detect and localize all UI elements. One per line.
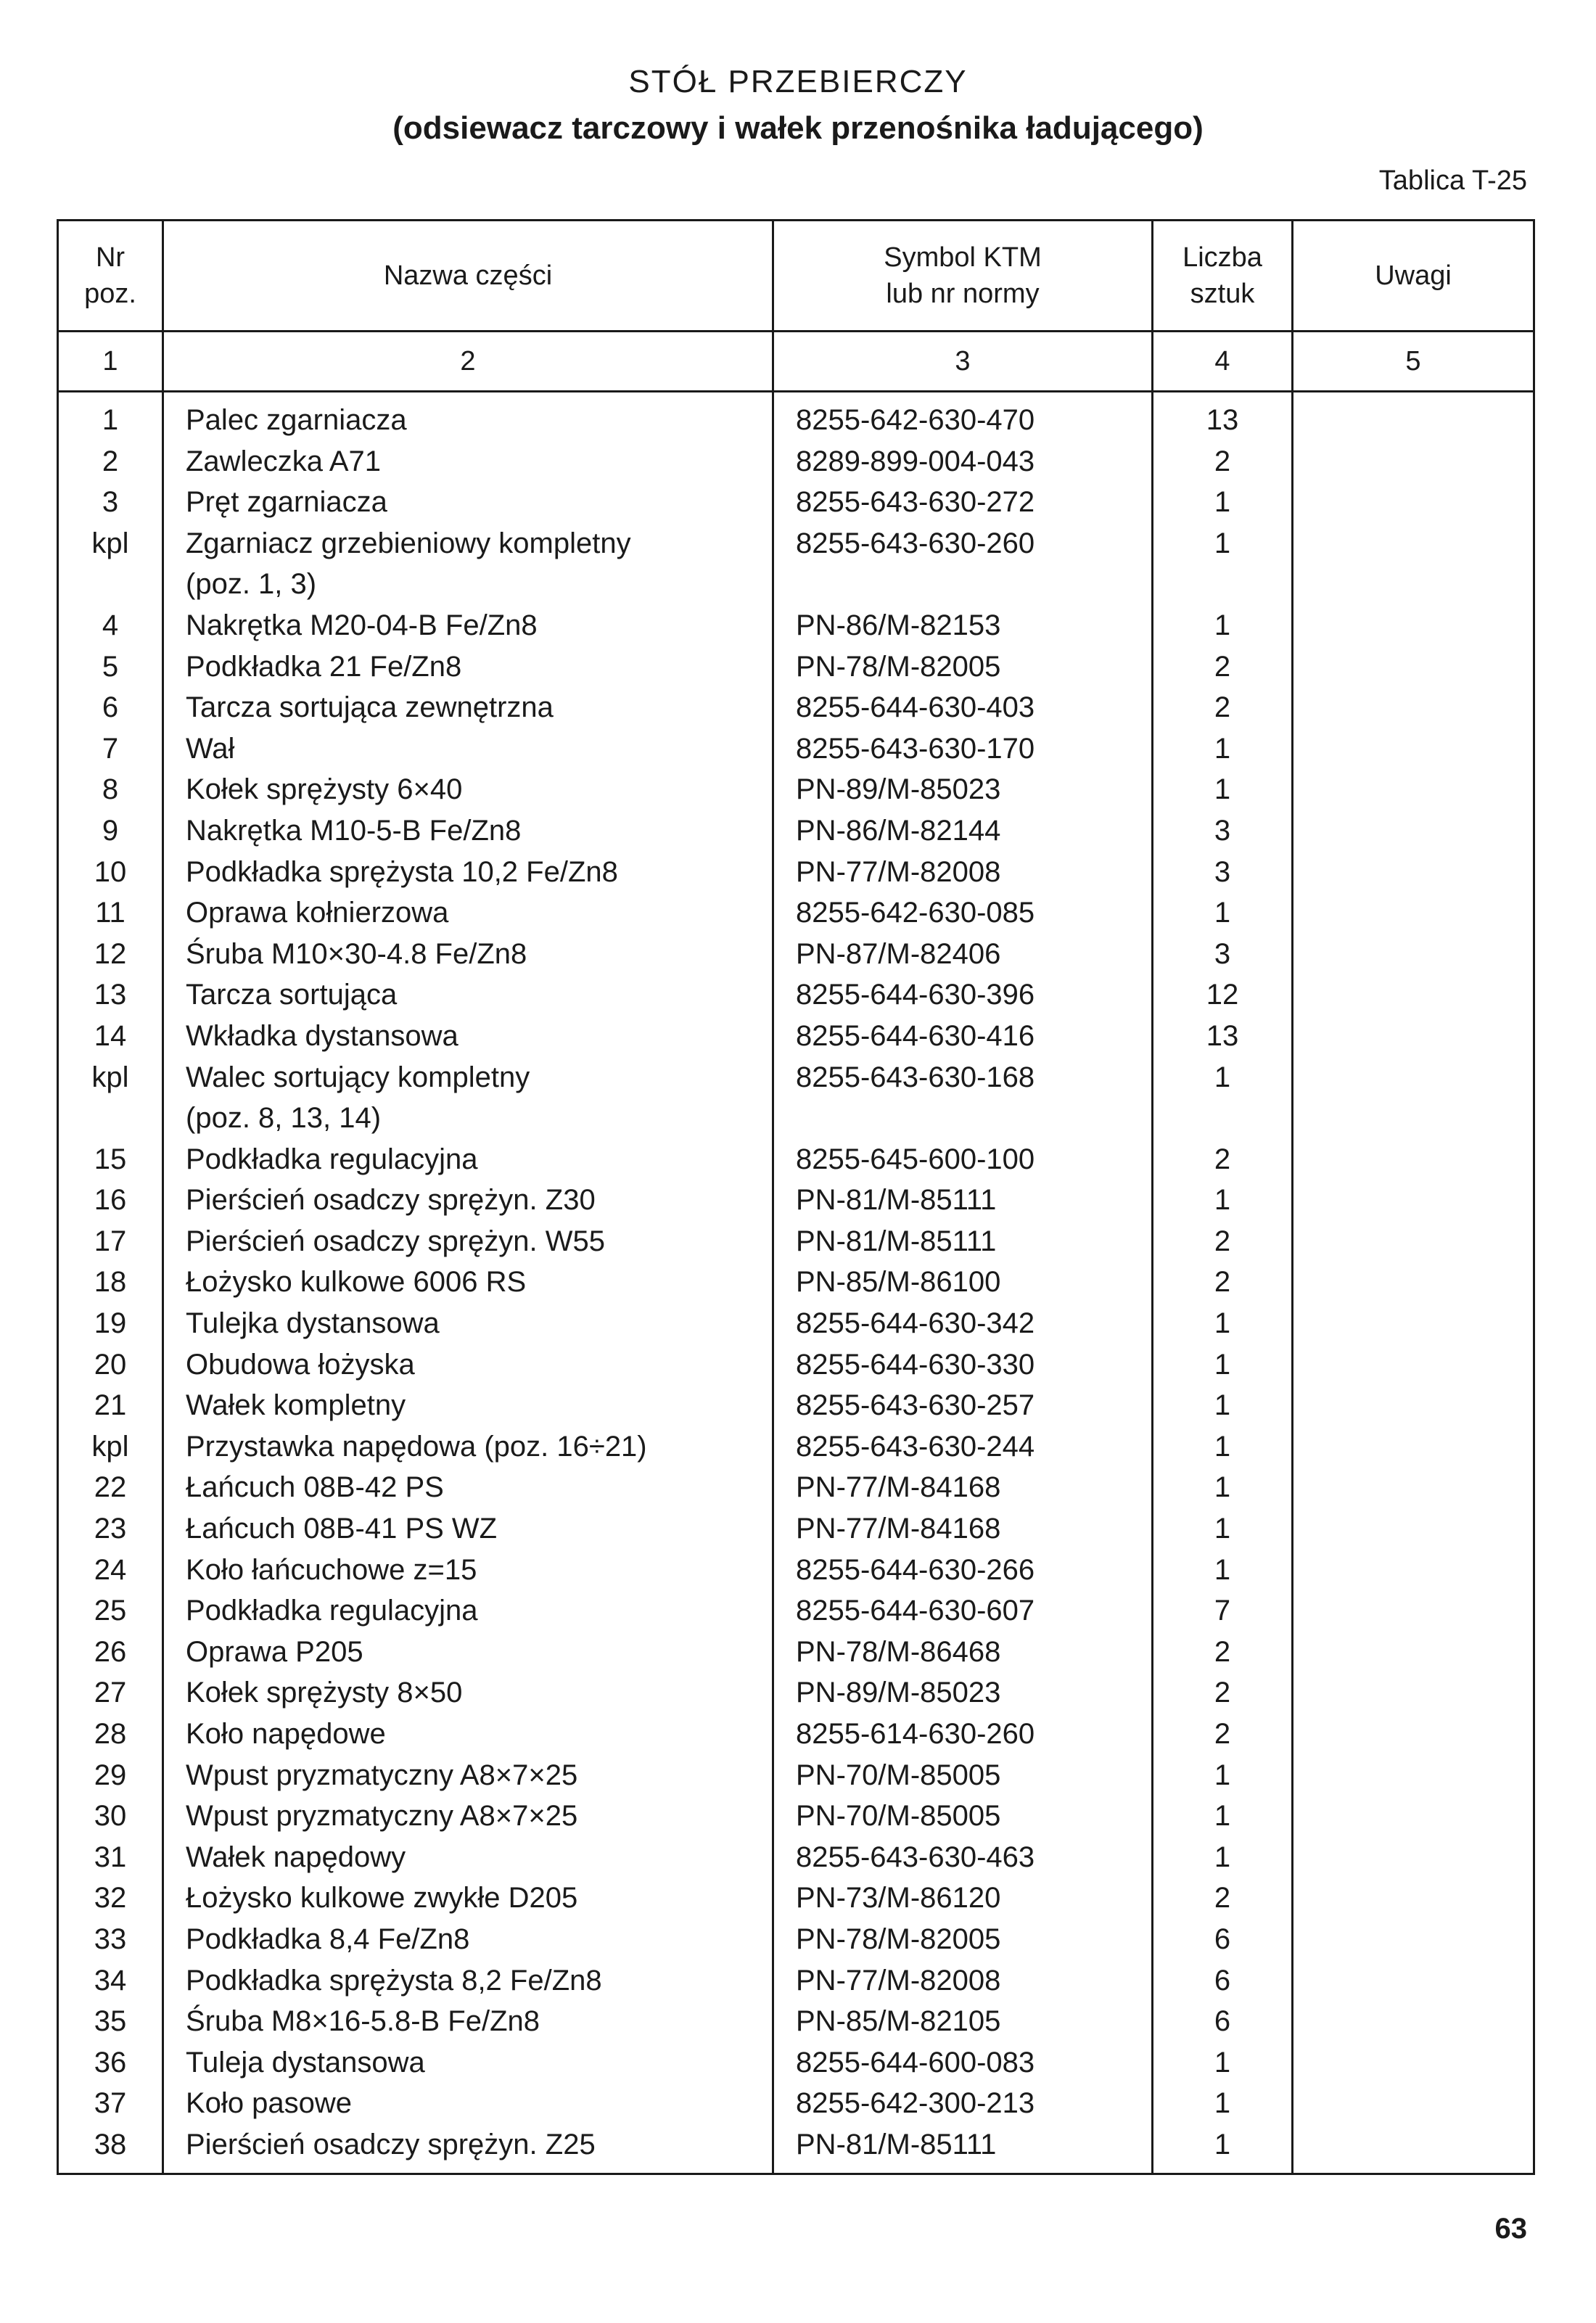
cell-qty: 6: [1214, 1923, 1231, 1955]
cell-nr: 14: [94, 1019, 127, 1052]
column-number: 2: [163, 332, 773, 392]
cell-symbol: 8255-644-600-083: [796, 2046, 1035, 2079]
cell-name: Podkładka sprężysta 8,2 Fe/Zn8: [186, 1964, 602, 1997]
cell-nr: 11: [95, 897, 126, 929]
cell-symbol: PN-87/M-82406: [796, 937, 1001, 970]
cell-qty: 13: [1206, 404, 1239, 436]
cell-symbol: 8255-643-630-244: [796, 1430, 1035, 1463]
cell-qty: [1153, 564, 1291, 605]
cell-nr: 2: [102, 445, 119, 477]
cell-qty: 3: [1214, 937, 1231, 970]
cell-nr: kpl: [91, 1061, 129, 1093]
cell-nr: 13: [94, 979, 127, 1011]
table-id: Tablica T-25: [1378, 165, 1527, 196]
cell-symbol: [796, 1098, 1151, 1139]
cell-qty: 1: [1214, 1513, 1231, 1545]
cell-name: Wkładka dystansowa: [186, 1019, 458, 1052]
cell-nr: 35: [94, 2005, 127, 2038]
cell-symbol: PN-81/M-85111: [796, 1225, 997, 1257]
cell-symbol: 8255-644-630-607: [796, 1595, 1035, 1627]
cell-nr: 15: [94, 1143, 127, 1175]
cell-name: Wał: [186, 732, 235, 765]
cell-qty: 2: [1214, 1677, 1231, 1709]
cell-qty: 1: [1214, 773, 1231, 806]
cell-symbol: PN-73/M-86120: [796, 1882, 1001, 1915]
cell-nr: 1: [102, 404, 119, 436]
cell-symbol: PN-89/M-85023: [796, 1677, 1001, 1709]
header-symbol: Symbol KTM lub nr normy: [773, 221, 1153, 332]
cell-nr: 29: [94, 1759, 127, 1791]
cell-nr: [59, 1098, 162, 1139]
cell-qty: 2: [1214, 1266, 1231, 1299]
cell-nr: 36: [94, 2046, 127, 2079]
cell-qty: 2: [1214, 1882, 1231, 1915]
cell-name: Podkładka regulacyjna: [186, 1595, 478, 1627]
cell-qty: 2: [1214, 1718, 1231, 1750]
header-row: [58, 221, 1534, 332]
cell-name: Śruba M10×30-4.8 Fe/Zn8: [186, 937, 527, 970]
cell-qty: 1: [1214, 2046, 1231, 2079]
cell-nr: 6: [102, 691, 119, 724]
cell-qty: 1: [1214, 1471, 1231, 1504]
cell-symbol: 8255-644-630-266: [796, 1553, 1035, 1586]
cell-qty: 2: [1214, 1143, 1231, 1175]
cell-symbol: PN-85/M-86100: [796, 1266, 1001, 1299]
cell-name: Kołek sprężysty 8×50: [186, 1677, 463, 1709]
cell-nr: 38: [94, 2128, 127, 2160]
cell-symbol: PN-78/M-82005: [796, 650, 1001, 683]
cell-qty: 1: [1214, 1800, 1231, 1833]
cell-name: Oprawa P205: [186, 1635, 363, 1668]
cell-nr: 8: [102, 773, 119, 806]
column-number: 3: [773, 332, 1153, 392]
cell-name: Podkładka sprężysta 10,2 Fe/Zn8: [186, 855, 618, 888]
cell-nr: 27: [94, 1677, 127, 1709]
cell-nr: 26: [94, 1635, 127, 1668]
cell-qty: 7: [1214, 1595, 1231, 1627]
cell-qty: 6: [1214, 2005, 1231, 2038]
cell-symbol: 8255-643-630-170: [796, 732, 1035, 765]
cell-symbol: 8255-642-630-085: [796, 897, 1035, 929]
cell-nr: 33: [94, 1923, 127, 1955]
cell-symbol: PN-77/M-82008: [796, 1964, 1001, 1997]
cell-nr: kpl: [91, 527, 129, 559]
cell-qty: [1153, 1098, 1291, 1139]
table-body-row: [58, 392, 1534, 2174]
cell-name: Palec zgarniacza: [186, 404, 407, 436]
cell-name: (poz. 8, 13, 14): [186, 1102, 382, 1135]
cell-name: Podkładka 21 Fe/Zn8: [186, 650, 462, 683]
cell-qty: 12: [1206, 979, 1239, 1011]
cell-symbol: PN-78/M-86468: [796, 1635, 1001, 1668]
cell-qty: 1: [1214, 1061, 1231, 1093]
cell-qty: 1: [1214, 732, 1231, 765]
cell-qty: 6: [1214, 1964, 1231, 1997]
column-remarks: [1293, 392, 1534, 2174]
cell-qty: 2: [1214, 650, 1231, 683]
cell-qty: 2: [1214, 1635, 1231, 1668]
cell-qty: 1: [1214, 609, 1231, 641]
cell-nr: 3: [102, 486, 119, 519]
cell-nr: 32: [94, 1882, 127, 1915]
cell-name: Podkładka regulacyjna: [186, 1143, 478, 1175]
cell-qty: 1: [1214, 1430, 1231, 1463]
cell-nr: 24: [94, 1553, 127, 1586]
cell-name: Wpust pryzmatyczny A8×7×25: [186, 1800, 578, 1833]
cell-nr: 23: [94, 1513, 127, 1545]
page-number: 63: [1494, 2213, 1527, 2245]
cell-name: Tarcza sortująca: [186, 979, 398, 1011]
cell-qty: 2: [1214, 445, 1231, 477]
cell-qty: 2: [1214, 691, 1231, 724]
cell-nr: 4: [102, 609, 119, 641]
cell-qty: 1: [1214, 2128, 1231, 2160]
cell-qty: 1: [1214, 1553, 1231, 1586]
cell-name: Tuleja dystansowa: [186, 2046, 425, 2079]
cell-symbol: 8255-643-630-260: [796, 527, 1035, 559]
cell-nr: 25: [94, 1595, 127, 1627]
cell-symbol: 8255-643-630-257: [796, 1389, 1035, 1422]
cell-qty: 13: [1206, 1019, 1239, 1052]
column-number: 4: [1153, 332, 1293, 392]
cell-qty: 1: [1214, 486, 1231, 519]
column-nr: [58, 392, 163, 2174]
cell-name: Łożysko kulkowe 6006 RS: [186, 1266, 527, 1299]
cell-name: Wałek napędowy: [186, 1841, 406, 1873]
cell-qty: 1: [1214, 1759, 1231, 1791]
cell-symbol: 8255-644-630-342: [796, 1307, 1035, 1340]
cell-symbol: PN-77/M-84168: [796, 1471, 1001, 1504]
cell-name: Wałek kompletny: [186, 1389, 406, 1422]
cell-name: Obudowa łożyska: [186, 1348, 415, 1381]
cell-nr: 30: [94, 1800, 127, 1833]
page-subtitle: (odsiewacz tarczowy i wałek przenośnika ładującego): [392, 110, 1204, 146]
cell-nr: 28: [94, 1718, 127, 1750]
cell-nr: 22: [94, 1471, 127, 1504]
cell-nr: 7: [102, 732, 119, 765]
cell-name: Nakrętka M10-5-B Fe/Zn8: [186, 814, 522, 847]
cell-qty: 2: [1214, 1225, 1231, 1257]
cell-symbol: 8255-644-630-330: [796, 1348, 1035, 1381]
cell-name: Przystawka napędowa (poz. 16÷21): [186, 1430, 647, 1463]
cell-nr: [59, 564, 162, 605]
cell-name: Koło łańcuchowe z=15: [186, 1553, 477, 1586]
cell-qty: 1: [1214, 527, 1231, 559]
cell-name: Pierścień osadczy sprężyn. Z25: [186, 2128, 596, 2160]
cell-qty: 1: [1214, 1841, 1231, 1873]
cell-name: Tarcza sortująca zewnętrzna: [186, 691, 554, 724]
cell-nr: 17: [94, 1225, 127, 1257]
cell-symbol: PN-77/M-82008: [796, 855, 1001, 888]
cell-nr: 9: [102, 814, 119, 847]
cell-name: Łańcuch 08B-42 PS: [186, 1471, 444, 1504]
cell-nr: 21: [94, 1389, 127, 1422]
cell-qty: 1: [1214, 2087, 1231, 2120]
cell-symbol: 8255-643-630-272: [796, 486, 1035, 519]
cell-qty: 1: [1214, 1348, 1231, 1381]
cell-nr: 18: [94, 1266, 127, 1299]
cell-name: Wpust pryzmatyczny A8×7×25: [186, 1759, 578, 1791]
cell-qty: 1: [1214, 1184, 1231, 1217]
cell-symbol: 8255-642-300-213: [796, 2087, 1035, 2120]
cell-nr: 37: [94, 2087, 127, 2120]
cell-nr: 16: [94, 1184, 127, 1217]
cell-symbol: 8289-899-004-043: [796, 445, 1035, 477]
column-qty: [1153, 392, 1293, 2174]
cell-symbol: 8255-643-630-463: [796, 1841, 1035, 1873]
column-number-row: [58, 332, 1534, 392]
cell-name: Kołek sprężysty 6×40: [186, 773, 463, 806]
cell-name: Koło pasowe: [186, 2087, 353, 2120]
page-title: STÓŁ PRZEBIERCZY: [628, 64, 968, 99]
cell-symbol: 8255-645-600-100: [796, 1143, 1035, 1175]
cell-name: Zgarniacz grzebieniowy kompletny: [186, 527, 631, 559]
cell-name: Śruba M8×16-5.8-B Fe/Zn8: [186, 2005, 540, 2038]
cell-nr: 19: [94, 1307, 127, 1340]
cell-symbol: PN-70/M-85005: [796, 1800, 1001, 1833]
parts-table: [57, 219, 1535, 2175]
cell-symbol: PN-86/M-82144: [796, 814, 1001, 847]
cell-symbol: 8255-643-630-168: [796, 1061, 1035, 1093]
header-nr: Nr poz.: [58, 221, 163, 332]
column-number: 5: [1293, 332, 1534, 392]
cell-name: Zawleczka A71: [186, 445, 382, 477]
cell-nr: 34: [94, 1964, 127, 1997]
cell-qty: 1: [1214, 1389, 1231, 1422]
cell-symbol: 8255-644-630-403: [796, 691, 1035, 724]
cell-symbol: 8255-642-630-470: [796, 404, 1035, 436]
cell-qty: 1: [1214, 1307, 1231, 1340]
column-number: 1: [58, 332, 163, 392]
cell-nr: 20: [94, 1348, 127, 1381]
cell-name: Pręt zgarniacza: [186, 486, 387, 519]
cell-name: Oprawa kołnierzowa: [186, 897, 449, 929]
column-name: [163, 392, 773, 2174]
cell-symbol: 8255-644-630-396: [796, 979, 1035, 1011]
cell-name: Łożysko kulkowe zwykłe D205: [186, 1882, 578, 1915]
cell-symbol: PN-81/M-85111: [796, 1184, 997, 1217]
cell-name: Pierścień osadczy sprężyn. W55: [186, 1225, 606, 1257]
cell-symbol: PN-86/M-82153: [796, 609, 1001, 641]
cell-symbol: PN-81/M-85111: [796, 2128, 997, 2160]
cell-symbol: PN-77/M-84168: [796, 1513, 1001, 1545]
cell-name: Koło napędowe: [186, 1718, 386, 1750]
cell-name: Walec sortujący kompletny: [186, 1061, 530, 1093]
cell-name: Podkładka 8,4 Fe/Zn8: [186, 1923, 470, 1955]
cell-symbol: PN-85/M-82105: [796, 2005, 1001, 2038]
cell-symbol: PN-78/M-82005: [796, 1923, 1001, 1955]
cell-symbol: 8255-614-630-260: [796, 1718, 1035, 1750]
cell-nr: 10: [94, 855, 127, 888]
cell-qty: 3: [1214, 855, 1231, 888]
cell-nr: 5: [102, 650, 119, 683]
cell-symbol: 8255-644-630-416: [796, 1019, 1035, 1052]
header-name: Nazwa części: [163, 221, 773, 332]
cell-qty: 3: [1214, 814, 1231, 847]
cell-name: (poz. 1, 3): [186, 568, 317, 601]
cell-symbol: [796, 564, 1151, 605]
cell-name: Pierścień osadczy sprężyn. Z30: [186, 1184, 596, 1217]
cell-name: Łańcuch 08B-41 PS WZ: [186, 1513, 498, 1545]
header-remarks: Uwagi: [1293, 221, 1534, 332]
cell-nr: 12: [94, 937, 127, 970]
cell-nr: kpl: [91, 1430, 129, 1463]
cell-name: Nakrętka M20-04-B Fe/Zn8: [186, 609, 538, 641]
cell-name: Tulejka dystansowa: [186, 1307, 440, 1340]
column-symbol: [773, 392, 1153, 2174]
cell-symbol: PN-89/M-85023: [796, 773, 1001, 806]
cell-symbol: PN-70/M-85005: [796, 1759, 1001, 1791]
header-qty: Liczba sztuk: [1153, 221, 1293, 332]
cell-nr: 31: [94, 1841, 127, 1873]
cell-qty: 1: [1214, 897, 1231, 929]
